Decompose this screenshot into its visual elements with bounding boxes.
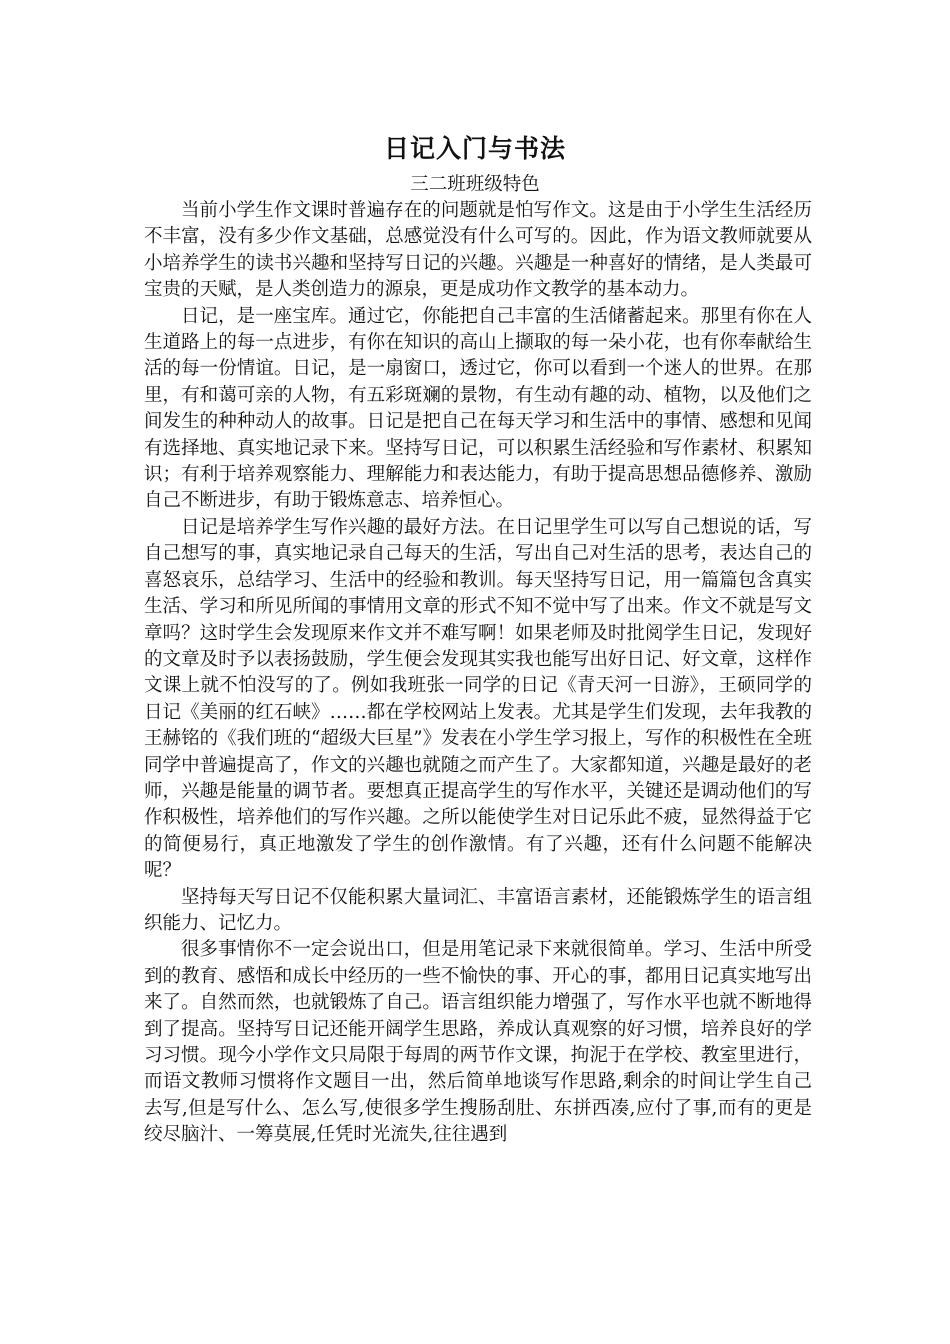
- paragraph: 日记是培养学生写作兴趣的最好方法。在日记里学生可以写自己想说的话，写自己想写的事，真实地记录自己每天的生活，写出自己对生活的思考，表达自己的喜怒哀乐，总结学习、生活中的经验和教训。每天坚持写日记，用一篇篇包含真实生活、学习和所见所闻的事情用文章的形式不知不觉中写了出来。作文不就是写文章吗？这时学生会发现原来作文并不难写啊！如果老师及时批阅学生日记，发现好的文章及时予以表扬鼓励，学生便会发现其实我也能写出好日记、好文章，这样作文课上就不怕没写的了。例如我班张一同学的日记《青天河一日游》，王硕同学的日记《美丽的红石峡》……都在学校网站上发表。尤其是学生们发现，去年我教的王赫铭的《我们班的“超级大巨星”》发表在小学生学习报上，写作的积极性在全班同学中普遍提高了，作文的兴趣也就随之而产生了。大家都知道，兴趣是最好的老师，兴趣是能量的调节者。要想真正提高学生的写作水平，关键还是调动他们的写作积极性，培养他们的写作兴趣。之所以能使学生对日记乐此不疲，显然得益于它的简便易行，真正地激发了学生的创作激情。有了兴趣，还有什么问题不能解决呢？: [144, 516, 812, 882]
- paragraph: 很多事情你不一定会说出口，但是用笔记录下来就很简单。学习、生活中所受到的教育、感悟和成长中经历的一些不愉快的事、开心的事，都用日记真实地写出来了。自然而然，也就锻炼了自己。语言组织能力增强了，写作水平也就不断地得到了提高。坚持写日记还能开阔学生思路，养成认真观察的好习惯，培养良好的学习习惯。现今小学作文只局限于每周的两节作文课，拘泥于在学校、教室里进行，而语文教师习惯将作文题目一出，然后简单地谈写作思路,剩余的时间让学生自己去写,但是写什么、怎么写,使很多学生搜肠刮肚、东拼西凑,应付了事,而有的更是绞尽脑汁、一筹莫展,任凭时光流失,往往遇到: [144, 939, 812, 1146]
- document-subtitle: 三二班班级特色: [410, 174, 540, 195]
- document-body: [144, 198, 812, 1149]
- document-title: 日记入门与书法: [383, 134, 566, 163]
- paragraph: 坚持每天写日记不仅能积累大量词汇、丰富语言素材，还能锻炼学生的语言组织能力、记忆力。: [144, 886, 812, 934]
- paragraph: 当前小学生作文课时普遍存在的问题就是怕写作文。这是由于小学生生活经历不丰富，没有多少作文基础，总感觉没有什么可写的。因此，作为语文教师就要从小培养学生的读书兴趣和坚持写日记的兴趣。兴趣是一种喜好的情绪，是人类最可宝贵的天赋，是人类创造力的源泉，更是成功作文教学的基本动力。: [144, 200, 812, 301]
- paragraph: 日记，是一座宝库。通过它，你能把自己丰富的生活储蓄起来。那里有你在人生道路上的每一点进步，有你在知识的高山上撷取的每一朵小花，也有你奉献给生活的每一份情谊。日记，是一扇窗口，透过它，你可以看到一个迷人的世界。在那里，有和蔼可亲的人物，有五彩斑斓的景物，有生动有趣的动、植物，以及他们之间发生的种种动人的故事。日记是把自己在每天学习和生活中的事情、感想和见闻有选择地、真实地记录下来。坚持写日记，可以积累生活经验和写作素材、积累知识；有利于培养观察能力、理解能力和表达能力，有助于提高思想品德修养、激励自己不断进步，有助于锻炼意志、培养恒心。: [144, 305, 812, 512]
